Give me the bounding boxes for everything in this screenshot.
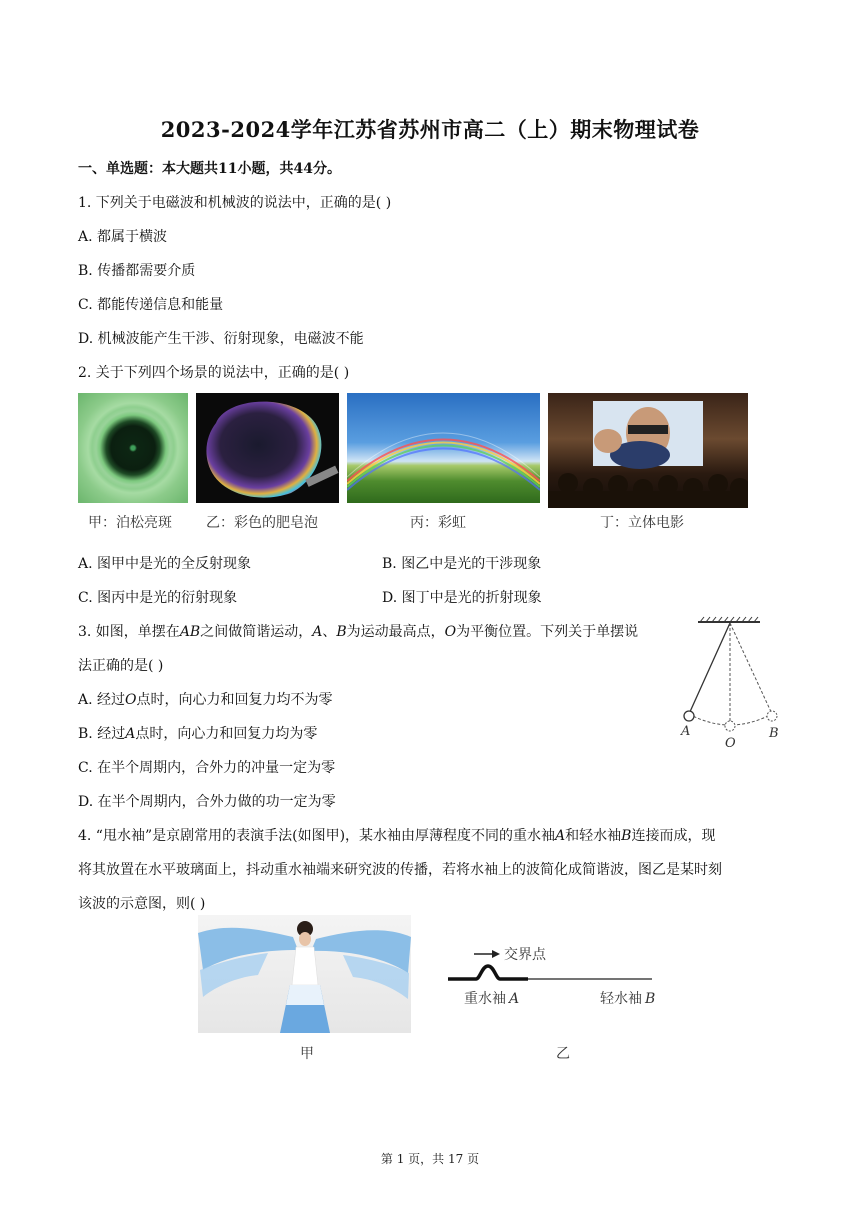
poisson-spot-image	[78, 393, 188, 503]
math-b: B	[336, 624, 347, 640]
3d-movie-drawing	[548, 393, 748, 508]
q3-option-d: D. 在半个周期内，合外力做的功一定为零	[78, 794, 336, 810]
q2-stem: 2. 关于下列四个场景的说法中，正确的是( )	[78, 365, 350, 381]
q1-stem: 1. 下列关于电磁波和机械波的说法中，正确的是( )	[78, 195, 392, 211]
soap-bubble-image	[196, 393, 339, 503]
math-ab: AB	[179, 624, 201, 640]
q2-option-b: B. 图乙中是光的干涉现象	[382, 556, 542, 572]
caption-bing: 丙：彩虹	[410, 515, 466, 531]
q3-stem: 3. 如图，单摆在AB之间做简谐运动，A、B为运动最高点，O为平衡位置。下列关于单摆说	[78, 624, 639, 640]
caption-yi: 乙：彩色的肥皂泡	[206, 515, 318, 531]
q3-stem-line2: 法正确的是( )	[78, 658, 164, 674]
fig-label-yi: 乙	[556, 1046, 570, 1062]
caption-ding: 丁：立体电影	[600, 515, 684, 531]
pendulum-figure	[676, 614, 786, 754]
q3-option-c: C. 在半个周期内，合外力的冲量一定为零	[78, 760, 336, 776]
rainbow-arc	[347, 393, 540, 503]
soap-bubble-drawing	[196, 393, 339, 503]
rainbow-image	[347, 393, 540, 503]
q4-stem-line3: 该波的示意图，则( )	[78, 896, 206, 912]
pendulum-label-b: B	[769, 726, 779, 741]
boundary-label: 交界点	[504, 947, 546, 963]
q4-stem-line1: 4. “甩水袖”是京剧常用的表演手法(如图甲)，某水袖由厚薄程度不同的重水袖A和轻水袖B连接而成，现	[78, 828, 716, 844]
q2-option-c: C. 图丙中是光的衍射现象	[78, 590, 238, 606]
page-title: 2023-2024学年江苏省苏州市高二（上）期末物理试卷	[160, 117, 700, 142]
wave-schematic-figure	[440, 940, 680, 1010]
3d-movie-image	[548, 393, 748, 508]
q2-option-d: D. 图丁中是光的折射现象	[382, 590, 542, 606]
light-sleeve-label: 轻水袖 B	[600, 991, 656, 1007]
math-a: A	[312, 624, 323, 640]
pendulum-label-o: O	[725, 736, 736, 751]
caption-jia: 甲：泊松亮斑	[88, 515, 172, 531]
q4-stem-line2: 将其放置在水平玻璃面上，抖动重水袖端来研究波的传播，若将水袖上的波简化成简谐波，图乙是某时刻	[78, 862, 722, 878]
pendulum-label-a: A	[681, 724, 691, 739]
fig-label-jia: 甲	[300, 1046, 314, 1062]
page-footer: 第 1 页，共 17 页	[380, 1152, 480, 1166]
q1-option-d: D. 机械波能产生干涉、衍射现象，电磁波不能	[78, 331, 364, 347]
section-heading: 一、单选题：本大题共11小题，共44分。	[78, 161, 341, 177]
q2-option-a: A. 图甲中是光的全反射现象	[78, 556, 252, 572]
q1-option-c: C. 都能传递信息和能量	[78, 297, 224, 313]
q3-option-b: B. 经过A点时，向心力和回复力均为零	[78, 726, 318, 742]
math-o: O	[444, 624, 457, 640]
water-sleeve-image	[198, 915, 411, 1033]
q1-option-b: B. 传播都需要介质	[78, 263, 196, 279]
heavy-sleeve-label: 重水袖 A	[464, 991, 520, 1007]
q1-option-a: A. 都属于横波	[78, 229, 168, 245]
water-sleeve-drawing	[198, 915, 411, 1033]
q3-option-a: A. 经过O点时，向心力和回复力均不为零	[78, 692, 333, 708]
